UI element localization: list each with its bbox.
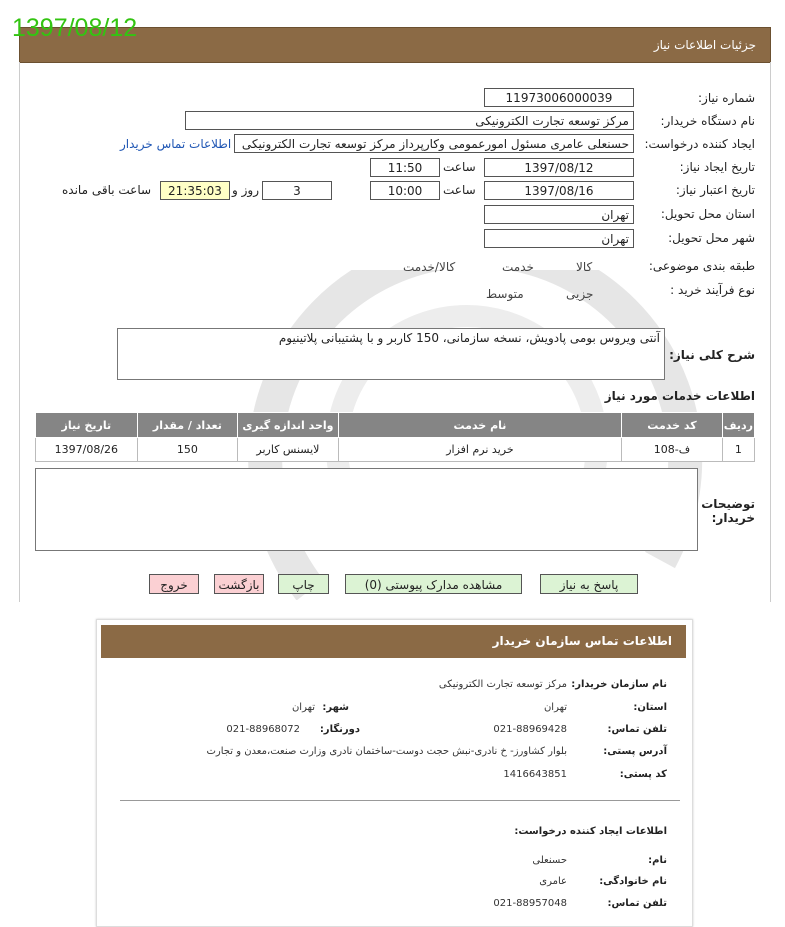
cell-unit: لایسنس کاربر: [238, 438, 339, 462]
services-title: اطلاعات خدمات مورد نیاز: [604, 389, 755, 403]
contact-phone-label: تلفن تماس:: [607, 724, 667, 735]
valid-time-field: 10:00: [370, 181, 440, 200]
province-field: تهران: [484, 205, 634, 224]
contact-fax-label: دورنگار:: [319, 724, 360, 735]
valid-time-label: ساعت: [443, 183, 476, 197]
days-label: روز و: [232, 183, 259, 197]
description-textarea[interactable]: آنتی ویروس بومی پادویش، نسخه سازمانی، 150 کاربر و با پشتیبانی پلاتینیوم: [117, 328, 665, 380]
contact-card-header: [101, 625, 686, 658]
contact-province-label: استان:: [633, 702, 667, 713]
creator-name: حسنعلی: [532, 855, 567, 866]
cell-quantity: 150: [137, 438, 237, 462]
table-row: [36, 438, 755, 462]
attachments-button[interactable]: مشاهده مدارک پیوستی (0): [345, 574, 522, 594]
services-table: [35, 412, 755, 462]
col-need-date: تاریخ نیاز: [36, 413, 138, 438]
contact-phone: 021-88969428: [493, 724, 567, 735]
radio-goods-label: کالا: [576, 260, 593, 274]
date-stamp: 1397/08/12: [12, 14, 138, 42]
creator-family: عامری: [539, 876, 567, 887]
contact-province: تهران: [543, 702, 567, 713]
created-time-label: ساعت: [443, 160, 476, 174]
contact-card-title: اطلاعات تماس سازمان خریدار: [492, 634, 672, 648]
need-number-field: 1197300600003‎9: [484, 88, 634, 107]
contact-fax: 021-88968072: [226, 724, 300, 735]
remaining-time-field: 21:35:03: [160, 181, 230, 200]
radio-medium-label: متوسط: [486, 287, 524, 301]
process-label: نوع فرآیند خرید :: [670, 283, 755, 297]
category-label: طبقه بندی موضوعی:: [648, 259, 755, 273]
creator-family-label: نام خانوادگی:: [599, 876, 667, 887]
radio-service-label: خدمت: [502, 260, 534, 274]
province-label: استان محل تحویل:: [660, 207, 755, 221]
reply-button[interactable]: پاسخ به نیاز: [540, 574, 638, 594]
col-service-code: کد خدمت: [622, 413, 723, 438]
cell-service-code: ف-108: [622, 438, 723, 462]
created-date-label: تاریخ ایجاد نیاز:: [679, 160, 755, 174]
buyer-org-label: نام دستگاه خریدار:: [660, 114, 755, 128]
contact-address: بلوار کشاورز- خ نادری-نبش حجت دوست-ساختمان نادری وزارت صنعت،معدن و تجارت: [206, 746, 567, 757]
cell-service-name: خرید نرم افزار: [338, 438, 621, 462]
need-number-label: شماره نیاز:: [698, 91, 755, 105]
created-date-field: 1397/08/12: [484, 158, 634, 177]
contact-postal: 1416643851: [503, 769, 567, 780]
contact-address-label: آدرس پستی:: [603, 746, 667, 757]
creator-name-label: نام:: [648, 855, 667, 866]
creator-phone: 021-88957048: [493, 898, 567, 909]
back-button[interactable]: بازگشت: [214, 574, 264, 594]
contact-divider: [120, 800, 680, 801]
requester-label: ایجاد کننده درخواست:: [644, 137, 755, 151]
contact-city-label: شهر:: [322, 702, 349, 713]
description-label: شرح کلی نیاز:: [669, 348, 755, 362]
creator-phone-label: تلفن تماس:: [607, 898, 667, 909]
created-time-field: 11:50: [370, 158, 440, 177]
days-field: 3: [262, 181, 332, 200]
header-title: جزئیات اطلاعات نیاز: [653, 38, 756, 52]
col-unit: واحد اندازه گیری: [238, 413, 339, 438]
remaining-label: ساعت باقی مانده: [62, 183, 152, 197]
buyer-contact-link[interactable]: اطلاعات تماس خریدار: [120, 137, 232, 151]
radio-goods-service-label: کالا/خدمت: [403, 260, 456, 274]
requester-field: حسنعلی عامری مسئول امورعمومی وکارپرداز مرکز توسعه تجارت الکترونیکی: [234, 134, 634, 153]
col-row: ردیف: [722, 413, 754, 438]
buyer-notes-label: توضیحات خریدار:: [701, 497, 755, 525]
cell-row: 1: [722, 438, 754, 462]
contact-org: مرکز توسعه تجارت الکترونیکی: [438, 679, 567, 690]
creator-section-title: اطلاعات ایجاد کننده درخواست:: [514, 826, 667, 837]
services-header-row: [36, 413, 755, 438]
buyer-org-field: مرکز توسعه تجارت الکترونیکی: [185, 111, 634, 130]
cell-need-date: 1397/08/26: [36, 438, 138, 462]
col-service-name: نام خدمت: [338, 413, 621, 438]
print-button[interactable]: چاپ: [278, 574, 329, 594]
valid-date-field: 1397/08/16: [484, 181, 634, 200]
city-label: شهر محل تحویل:: [668, 231, 755, 245]
city-field: تهران: [484, 229, 634, 248]
contact-postal-label: کد پستی:: [619, 769, 667, 780]
col-quantity: تعداد / مقدار: [137, 413, 237, 438]
contact-org-label: نام سازمان خریدار:: [571, 679, 667, 690]
valid-date-label: تاریخ اعتبار نیاز:: [675, 183, 755, 197]
contact-city: تهران: [291, 702, 315, 713]
exit-button[interactable]: خروج: [149, 574, 199, 594]
radio-minor-label: جزیی: [566, 287, 594, 301]
buyer-notes-textarea[interactable]: [35, 468, 698, 551]
